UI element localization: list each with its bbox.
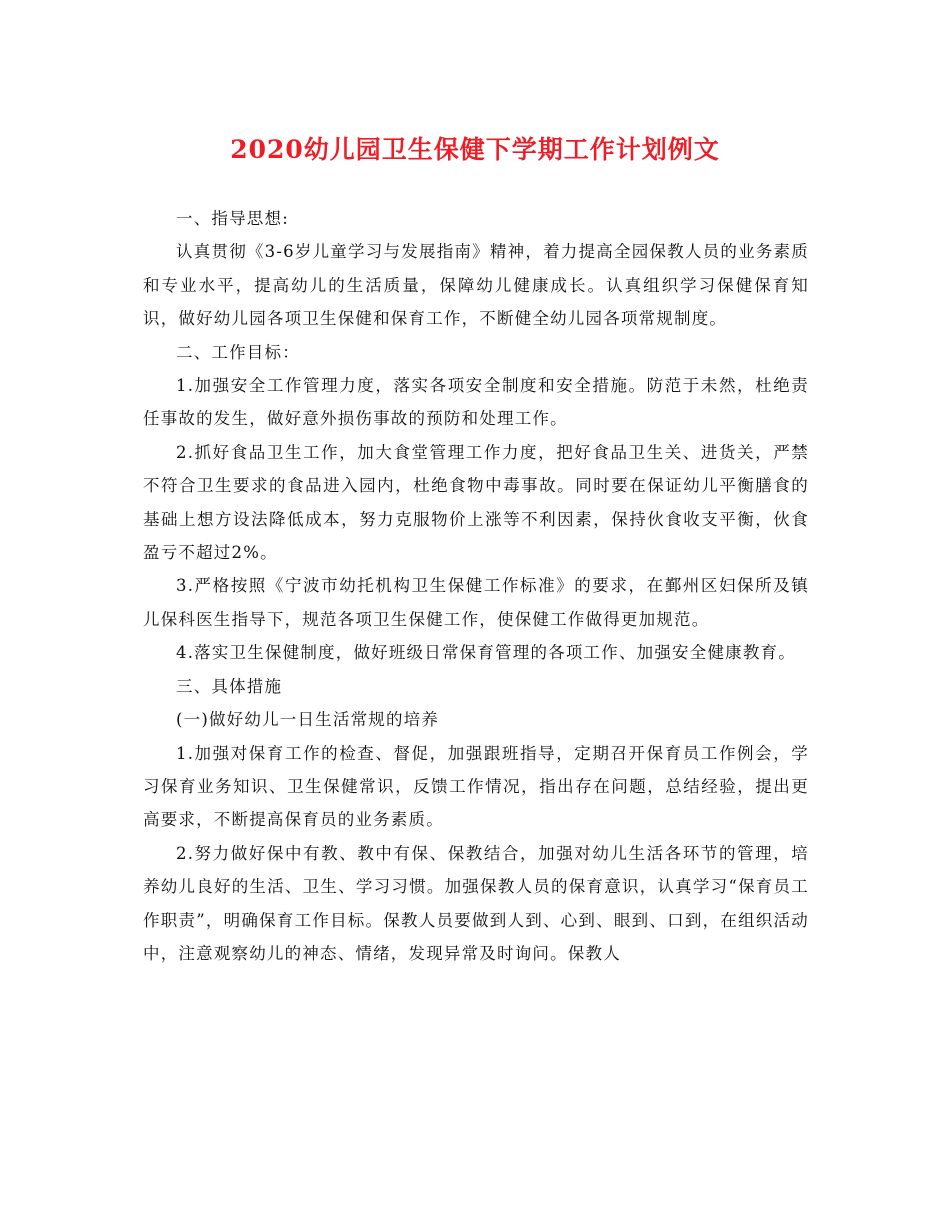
paragraph: 3.严格按照《宁波市幼托机构卫生保健工作标准》的要求，在鄞州区妇保所及镇儿保科医生指导下，规范各项卫生保健工作，使保健工作做得更加规范。 bbox=[143, 576, 809, 629]
document-title: 2020幼儿园卫生保健下学期工作计划例文 bbox=[230, 135, 720, 164]
paragraph: 1.加强对保育工作的检查、督促，加强跟班指导，定期召开保育员工作例会，学习保育业务知识、卫生保健常识，反馈工作情况，指出存在问题，总结经验，提出更高要求，不断提高保育员的业务素质。 bbox=[143, 743, 809, 830]
document-body bbox=[143, 202, 809, 970]
paragraph: 认真贯彻《3-6岁儿童学习与发展指南》精神，着力提高全园保教人员的业务素质和专业水平，提高幼儿的生活质量，保障幼儿健康成长。认真组织学习保健保育知识，做好幼儿园各项卫生保健和保育工作，不断健全幼儿园各项常规制度。 bbox=[143, 242, 809, 329]
paragraph: 4.落实卫生保健制度，做好班级日常保育管理的各项工作、加强安全健康教育。 bbox=[176, 643, 796, 663]
paragraph: 2.努力做好保中有教、教中有保、保教结合，加强对幼儿生活各环节的管理，培养幼儿良好的生活、卫生、学习习惯。加强保教人员的保育意识，认真学习“保育员工作职责”，明确保育工作目标。保教人员要做到人到、心到、眼到、口到，在组织活动中，注意观察幼儿的神态、情绪，发现异常及时询问。保教人 bbox=[143, 843, 809, 963]
section-heading-work-goals: 二、工作目标： bbox=[176, 342, 300, 362]
paragraph: 2.抓好食品卫生工作，加大食堂管理工作力度，把好食品卫生关、进货关，严禁不符合卫生要求的食品进入园内，杜绝食物中毒事故。同时要在保证幼儿平衡膳食的基础上想方设法降低成本，努力克服物价上涨等不利因素，保持伙食收支平衡，伙食盈亏不超过2%。 bbox=[143, 442, 809, 563]
section-heading-specific-measures: 三、具体措施 bbox=[176, 676, 283, 696]
subsection-heading: (一)做好幼儿一日生活常规的培养 bbox=[176, 710, 440, 730]
paragraph: 1.加强安全工作管理力度，落实各项安全制度和安全措施。防范于未然，杜绝责任事故的发生，做好意外损伤事故的预防和处理工作。 bbox=[143, 376, 809, 429]
section-heading-guiding-ideology: 一、指导思想: bbox=[176, 209, 289, 228]
